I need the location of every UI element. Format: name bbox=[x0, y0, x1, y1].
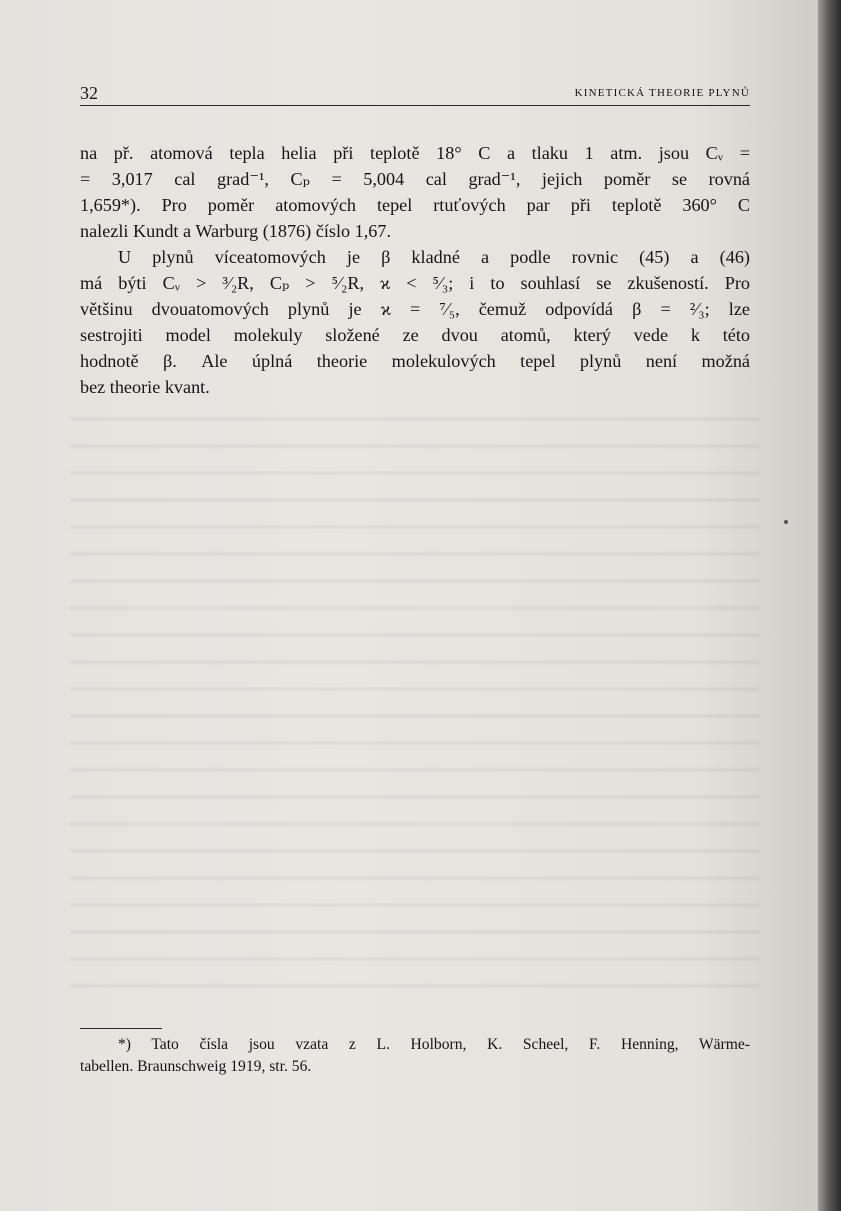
text-line: hodnotě β. Ale úplná theorie molekulových tepel plynů není možná bbox=[80, 351, 750, 371]
page-header bbox=[80, 83, 750, 106]
page-speck bbox=[784, 520, 788, 524]
footnote bbox=[80, 1034, 750, 1078]
footnote-line: *) Tato čísla jsou vzata z L. Holborn, K. Scheel, F. Henning, Wärme- bbox=[118, 1036, 750, 1053]
text-line: = 3,017 cal grad⁻¹, Cₚ = 5,004 cal grad⁻¹, jejich poměr se rovná bbox=[80, 169, 750, 189]
show-through-text bbox=[70, 405, 760, 1005]
text-line: na př. atomová tepla helia při teplotě 18° C a tlaku 1 atm. jsou Cᵥ = bbox=[80, 143, 750, 163]
page-number: 32 bbox=[80, 83, 98, 103]
paragraph bbox=[80, 140, 750, 244]
book-spine-shadow bbox=[818, 0, 841, 1211]
text-line: nalezli Kundt a Warburg (1876) číslo 1,67. bbox=[80, 221, 392, 241]
footnote-line: tabellen. Braunschweig 1919, str. 56. bbox=[80, 1058, 312, 1075]
text-line: U plynů víceatomových je β kladné a podle rovnic (45) a (46) bbox=[118, 247, 750, 267]
body-text bbox=[80, 140, 750, 400]
text-line: 1,659*). Pro poměr atomových tepel rtuťových par při teplotě 360° C bbox=[80, 195, 750, 215]
text-line: většinu dvouatomových plynů je ϰ = ⁷⁄₅, čemuž odpovídá β = ²⁄₃; lze bbox=[80, 299, 750, 319]
text-line: bez theorie kvant. bbox=[80, 377, 210, 397]
paragraph bbox=[80, 244, 750, 400]
text-line: má býti Cᵥ > ³⁄₂R, Cₚ > ⁵⁄₂R, ϰ < ⁵⁄₃; i to souhlasí se zkušeností. Pro bbox=[80, 273, 750, 293]
text-line: sestrojiti model molekuly složené ze dvou atomů, který vede k této bbox=[80, 325, 750, 345]
running-head: KINETICKÁ THEORIE PLYNŮ bbox=[574, 87, 750, 99]
footnote-rule bbox=[80, 1028, 162, 1029]
